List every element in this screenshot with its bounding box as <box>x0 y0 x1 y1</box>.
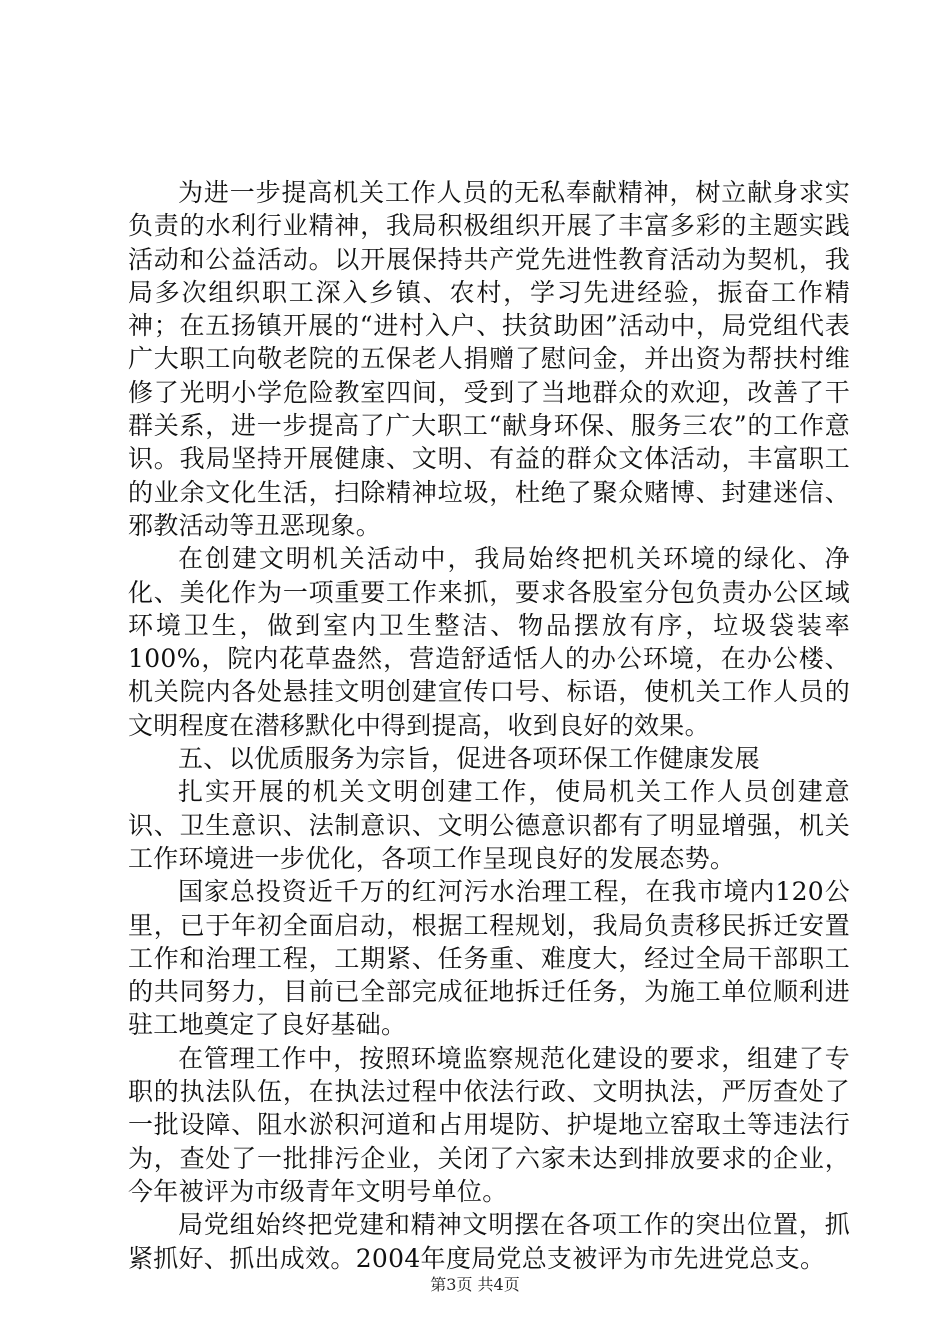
paragraph-law-enforcement: 在管理工作中，按照环境监察规范化建设的要求，组建了专职的执法队伍，在执法过程中依法行政、文明执法，严厉查处了一批设障、阻水淤积河道和占用堤防、护堤地立窑取土等违法行为，查处了一批排污企业，关闭了六家未达到排放要求的企业，今年被评为市级青年文明号单位。 <box>128 1043 850 1206</box>
paragraph-civilized-office: 在创建文明机关活动中，我局始终把机关环境的绿化、净化、美化作为一项重要工作来抓，要求各股室分包负责办公区域环境卫生，做到室内卫生整洁、物品摆放有序，垃圾袋装率100%，院内花草盎然，营造舒适恬人的办公环境，在办公楼、机关院内各处悬挂文明创建宣传口号、标语，使机关工作人员的文明程度在潜移默化中得到提高，收到良好的效果。 <box>128 544 850 740</box>
paragraph-work-results: 扎实开展的机关文明创建工作，使局机关工作人员创建意识、卫生意识、法制意识、文明公德意识都有了明显增强，机关工作环境进一步优化，各项工作呈现良好的发展态势。 <box>128 777 850 873</box>
page-number-footer: 第3页 共4页 <box>430 1275 520 1294</box>
paragraph-party-building: 局党组始终把党建和精神文明摆在各项工作的突出位置，抓紧抓好、抓出成效。2004年度局党总支被评为市先进党总支。 <box>128 1210 850 1273</box>
paragraph-river-project: 国家总投资近千万的红河污水治理工程，在我市境内120公里，已于年初全面启动，根据工程规划，我局负责移民拆迁安置工作和治理工程，工期紧、任务重、难度大，经过全局干部职工的共同努力，目前已全部完成征地拆迁任务，为施工单位顺利进驻工地奠定了良好基础。 <box>128 877 850 1040</box>
section-heading-five: 五、以优质服务为宗旨，促进各项环保工作健康发展 <box>178 744 760 774</box>
paragraph-volunteer-activities: 为进一步提高机关工作人员的无私奉献精神，树立献身求实负责的水利行业精神，我局积极组织开展了丰富多彩的主题实践活动和公益活动。以开展保持共产党先进性教育活动为契机，我局多次组织职工深入乡镇、农村，学习先进经验，振奋工作精神；在五扬镇开展的“进村入户、扶贫助困”活动中，局党组代表广大职工向敬老院的五保老人捐赠了慰问金，并出资为帮扶村维修了光明小学危险教室四间，受到了当地群众的欢迎，改善了干群关系，进一步提高了广大职工“献身环保、服务三农”的工作意识。我局坚持开展健康、文明、有益的群众文体活动，丰富职工的业余文化生活，扫除精神垃圾，杜绝了聚众赌博、封建迷信、邪教活动等丑恶现象。 <box>128 178 850 540</box>
document-body <box>128 176 850 1275</box>
